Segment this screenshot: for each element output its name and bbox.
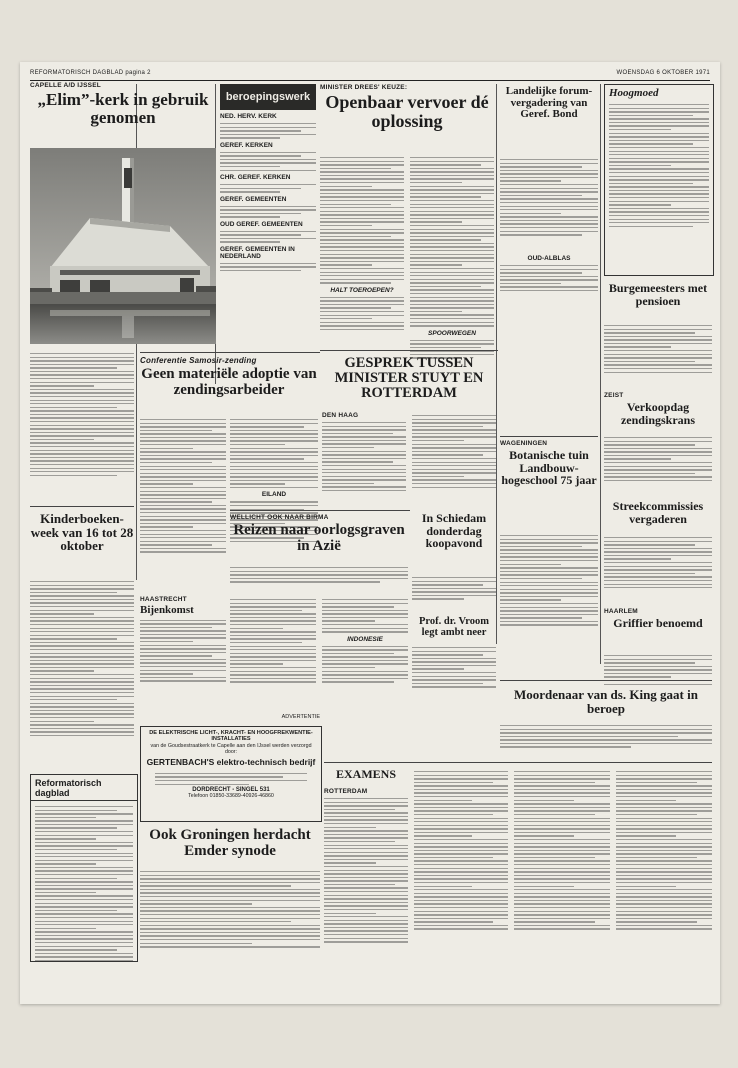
king-head xyxy=(500,686,712,720)
section-ned-herv: NED. HERV. KERK xyxy=(220,113,277,120)
birma-head xyxy=(230,514,408,562)
groningen-head xyxy=(140,826,320,866)
samosir-body-left xyxy=(140,416,226,592)
drees-body-left xyxy=(320,154,404,334)
botanische-headline: Botanische tuin Landbouw-hogeschool 75 jaar xyxy=(501,448,597,488)
birma-headline: Reizen naar oorlogsgraven in Azië xyxy=(233,522,405,554)
haastrecht xyxy=(140,596,226,716)
forum-body xyxy=(500,156,598,248)
divider xyxy=(140,352,320,353)
haastrecht-kicker: HAASTRECHT xyxy=(140,596,187,603)
divider xyxy=(230,510,410,511)
forum-head xyxy=(500,84,598,154)
birma-intro xyxy=(230,564,408,594)
griffier-head xyxy=(604,608,712,648)
zendingskrans-head xyxy=(604,392,712,432)
birma-body-left xyxy=(230,596,316,712)
ad-address: DORDRECHT - SINGEL 531 xyxy=(192,787,270,794)
gesprek-body-left xyxy=(322,412,406,508)
haastrecht-headline: Bijenkomst xyxy=(140,604,194,616)
haarlem-kicker: HAARLEM xyxy=(604,608,638,615)
streekcommissies-body xyxy=(604,534,712,604)
elim-body xyxy=(30,350,134,510)
gesprek-kicker: DEN HAAG xyxy=(322,412,359,419)
kinderboeken-body xyxy=(30,578,134,756)
column-rule xyxy=(600,84,601,664)
streekcommissies-headline: Streekcommissies vergaderen xyxy=(612,499,704,526)
divider xyxy=(320,350,498,351)
gertenbach-ad xyxy=(140,726,322,822)
gesprek-body-right xyxy=(412,412,496,508)
ad-line2: van de Goudsestraatkerk te Capelle aan den IJssel werden verzorgd door: xyxy=(150,743,312,755)
examens-place: ROTTERDAM xyxy=(324,788,368,795)
birma-kicker: WELLICHT OOK NAAR BIRMA xyxy=(230,514,329,521)
examens-col-1 xyxy=(324,788,408,960)
masthead-right: WOENSDAG 6 OKTOBER 1971 xyxy=(616,70,710,76)
church-photo-image xyxy=(30,148,216,344)
griffier-headline: Griffier benoemd xyxy=(613,616,703,630)
kinderboeken-head xyxy=(30,510,134,576)
pensioen-headline: Burgemeesters met pensioen xyxy=(608,281,708,308)
ad-company: GERTENBACH'S elektro-technisch bedrijf xyxy=(146,757,316,767)
indonesie-kicker: INDONESIE xyxy=(347,635,383,643)
hoogmoed-title: Hoogmoed xyxy=(609,87,659,99)
section-geref-gem-nl: GEREF. GEMEENTEN IN NEDERLAND xyxy=(220,245,295,260)
elim-article-head xyxy=(30,82,216,134)
king-headline: Moordenaar van ds. King gaat in beroep xyxy=(514,687,698,716)
groningen-body xyxy=(140,868,320,958)
section-geref-gemeenten: GEREF. GEMEENTEN xyxy=(220,195,287,203)
zendingskrans-body xyxy=(604,434,712,494)
examens-col-2 xyxy=(414,768,508,960)
section-chr-geref: CHR. GEREF. KERKEN xyxy=(220,173,291,181)
beroepingswerk-column xyxy=(220,84,316,384)
gesprek-head xyxy=(322,354,496,410)
column-rule xyxy=(496,84,497,644)
samosir-headline: Geen materiële adoptie van zendingsarbeider xyxy=(141,366,317,398)
reformatorisch-box xyxy=(30,774,138,962)
newspaper-page xyxy=(20,62,720,1004)
section-geref-kerken: GEREF. KERKEN xyxy=(220,141,273,149)
zendingskrans-headline: Verkoopdag zendingskrans xyxy=(620,400,696,427)
ad-phone: Telefoon 01850-33689-40926-46860 xyxy=(188,793,274,800)
pensioen-head xyxy=(604,280,712,320)
beroepingswerk-logo: beroepingswerk xyxy=(220,84,316,110)
divider xyxy=(500,436,598,437)
elim-headline: „Elim”-kerk in gebruik genomen xyxy=(37,90,209,127)
samosir-kicker: Conferentie Samosir-zending xyxy=(140,356,257,365)
hoogmoed-box xyxy=(604,84,714,276)
examens-head xyxy=(324,766,408,786)
oud-alblas xyxy=(500,252,598,312)
schiedam-headline: In Schiedam donderdag koopavond xyxy=(421,511,487,551)
drees-kicker: MINISTER DREES' KEUZE: xyxy=(320,84,408,91)
oud-alblas-kicker: OUD-ALBLAS xyxy=(527,255,571,262)
drees-head xyxy=(320,84,494,152)
elim-kicker: CAPELLE A/D IJSSEL xyxy=(30,82,101,89)
eiland-kicker: EILAND xyxy=(261,491,287,499)
examens-col-4 xyxy=(616,768,712,960)
samosir-head xyxy=(140,356,318,414)
masthead xyxy=(30,68,710,81)
botanische-body xyxy=(500,532,598,642)
reformatorisch-box-title: Reformatorisch dagblad xyxy=(31,775,137,801)
birma-body-right xyxy=(322,596,408,712)
section-oud-geref: OUD GEREF. GEMEENTEN xyxy=(220,220,303,228)
zeist-kicker: ZEIST xyxy=(604,392,624,399)
streekcommissies-head xyxy=(604,498,712,532)
divider xyxy=(500,680,712,681)
schiedam-body xyxy=(412,574,496,612)
botanische-kicker: WAGENINGEN xyxy=(500,440,548,447)
forum-headline: Landelijke forum-vergadering van Geref. Bond xyxy=(505,85,593,121)
schiedam-head xyxy=(412,510,496,572)
vroom-head xyxy=(412,614,496,644)
pensioen-body xyxy=(604,322,712,386)
ad-label: ADVERTENTIE xyxy=(281,714,320,720)
drees-headline: Openbaar vervoer dé oplossing xyxy=(325,92,489,131)
ad-line1: DE ELEKTRISCHE LICHT-, KRACHT- EN HOOGFREKWENTIE-INSTALLATIES xyxy=(149,730,313,742)
drees-sub-spoorwegen: SPOORWEGEN xyxy=(428,329,476,337)
botanische-head xyxy=(500,440,598,528)
divider xyxy=(30,506,134,507)
gesprek-headline: GESPREK TUSSEN MINISTER STUYT EN ROTTERDAM xyxy=(334,355,484,402)
drees-sub-halt: HALT TOEROEPEN? xyxy=(330,286,394,294)
masthead-left: REFORMATORISCH DAGBLAD pagina 2 xyxy=(30,70,151,76)
examens-col-3 xyxy=(514,768,610,960)
examens-headline: EXAMENS xyxy=(335,767,396,781)
king-body xyxy=(500,722,712,762)
kinderboeken-headline: Kinderboeken-week van 16 tot 28 oktober xyxy=(30,511,134,554)
vroom-body xyxy=(412,644,496,710)
vroom-headline: Prof. dr. Vroom legt ambt neer xyxy=(419,616,489,639)
church-photo xyxy=(30,148,216,344)
divider xyxy=(324,762,712,763)
groningen-headline: Ook Groningen herdacht Emder synode xyxy=(149,827,311,859)
